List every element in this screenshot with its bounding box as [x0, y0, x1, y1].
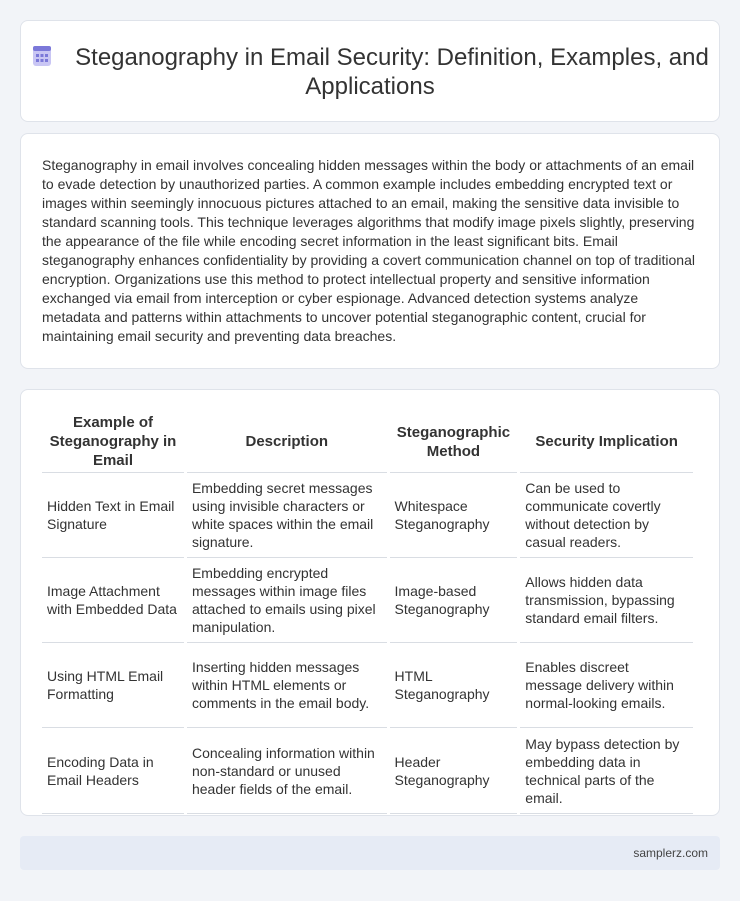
cell-method: HTML Steganography: [390, 643, 518, 728]
cell-method: Header Steganography: [390, 728, 518, 814]
cell-implication: May bypass detection by embedding data in technical parts of the email.: [520, 728, 693, 814]
cell-description: Embedding encrypted messages within image files attached to emails using pixel manipulation.: [187, 558, 387, 643]
table-row: [42, 643, 693, 728]
footer: [20, 836, 720, 870]
cell-implication: Enables discreet message delivery within normal-looking emails.: [520, 643, 693, 728]
cell-implication: Can be used to communicate covertly without detection by casual readers.: [520, 473, 693, 558]
cell-example: Hidden Text in Email Signature: [42, 473, 184, 558]
intro-paragraph: Steganography in email involves concealing hidden messages within the body or attachments of an email to evade detection by unauthorized parties. A common example includes embedding encrypted text or images within seemingly innocuous pictures attached to an email, making the sensitive data invisible to standard scanning tools. This technique leverages algorithms that modify image pixels slightly, preserving the appearance of the file while encoding secret information in the least significant bits. Email steganography enhances confidentiality by providing a covert communication channel on top of traditional encryption. Organizations use this method to protect intellectual property and sensitive information exchanged via email from interception or cyber espionage. Advanced detection systems analyze metadata and patterns within attachments to uncover potential steganographic content, crucial for maintaining email security and preventing data breaches.: [42, 157, 695, 344]
cell-example: Image Attachment with Embedded Data: [42, 558, 184, 643]
table-row: [42, 728, 693, 814]
table-header-row: [42, 411, 693, 473]
table-row: [42, 558, 693, 643]
cell-method: Whitespace Steganography: [390, 473, 518, 558]
table-card: [20, 389, 720, 816]
document-grid-icon: [31, 45, 53, 67]
table-row: [42, 473, 693, 558]
header-implication: Security Implication: [520, 411, 693, 473]
footer-site-link[interactable]: samplerz.com: [633, 846, 708, 860]
title-card: [20, 20, 720, 122]
cell-description: Inserting hidden messages within HTML elements or comments in the email body.: [187, 643, 387, 728]
header-description: Description: [187, 411, 387, 473]
header-method: Steganographic Method: [390, 411, 518, 473]
page-title-text: Steganography in Email Security: Definition, Examples, and Applications: [75, 44, 709, 100]
cell-example: Using HTML Email Formatting: [42, 643, 184, 728]
cell-description: Concealing information within non-standard or unused header fields of the email.: [187, 728, 387, 814]
header-example: Example of Steganography in Email: [42, 411, 184, 473]
examples-table: [39, 411, 696, 814]
intro-card: [20, 133, 720, 369]
cell-implication: Allows hidden data transmission, bypassing standard email filters.: [520, 558, 693, 643]
page-title: [21, 43, 719, 101]
cell-example: Encoding Data in Email Headers: [42, 728, 184, 814]
cell-method: Image-based Steganography: [390, 558, 518, 643]
cell-description: Embedding secret messages using invisible characters or white spaces within the email signature.: [187, 473, 387, 558]
